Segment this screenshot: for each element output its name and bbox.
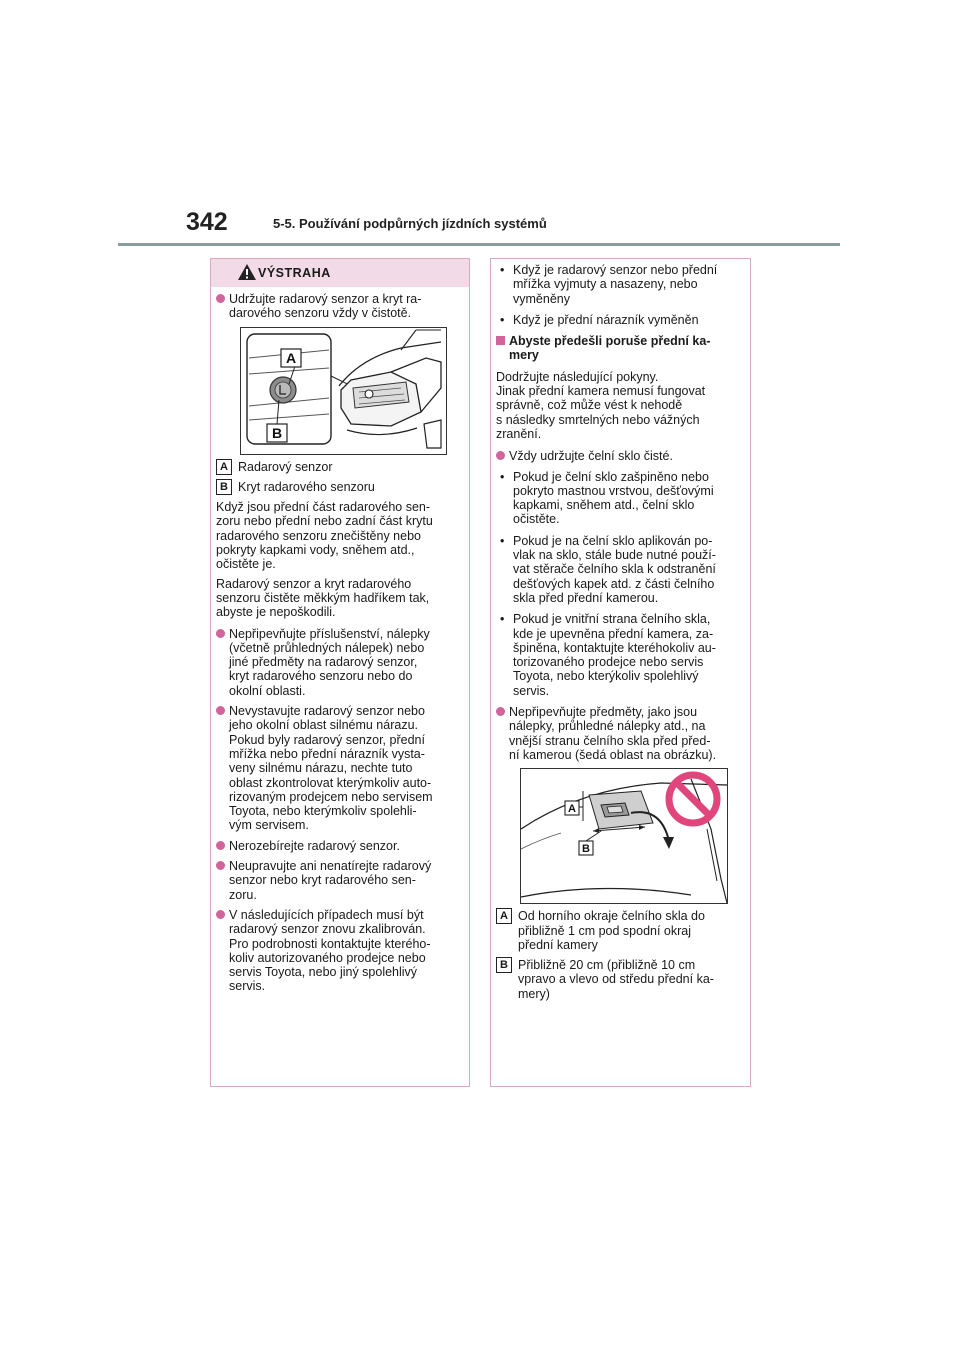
sub-item-marker: • (500, 469, 505, 484)
bullet-no-accessories (216, 627, 463, 698)
bullet-text: Nevystavujte radarový senzor nebo jeho okolní oblast silnému nárazu. Pokud byly radarový senzor, přední mřížka nebo přední nárazník vysta- veny silnému nárazu, nechte tuto oblast zkontrolovat kterýmkoliv auto- rizovaným prodejcem nebo servisem Toyota, nebo kterýmkoliv spolehli- vým servisem. (229, 704, 433, 833)
paragraph-instructions: Dodržujte následující pokyny. Jinak přední kamera nemusí fungovat správně, což může vést k nehodě s následky smrtelných nebo vážných zranění. (496, 369, 706, 441)
header-divider (118, 243, 840, 246)
label-b-text: Přibližně 20 cm (přibližně 10 cm vpravo a vlevo od středu přední ka- mery) (518, 958, 714, 1001)
bullet-dot-icon (216, 629, 225, 638)
bullet-text: Nepřipevňujte předměty, jako jsou nálepky, průhledné nálepky atd., na vnější stranu čelního skla před před- ní kamerou (šedá oblast na obrázku). (509, 705, 717, 762)
warning-box-left (210, 258, 470, 1087)
paragraph-soft-cloth: Radarový senzor a kryt radarového senzoru čistěte měkkým hadříkem tak, abyste je nepoškodili. (216, 576, 430, 620)
label-b (496, 958, 744, 1001)
sub-item (496, 263, 744, 306)
bullet-text: Vždy udržujte čelní sklo čisté. (509, 449, 673, 464)
warning-box-right (490, 258, 751, 1087)
section-heading-text: Abyste předešli poruše přední ka- mery (509, 334, 711, 363)
label-a-text: Od horního okraje čelního skla do přibližně 1 cm pod spodní okraj přední kamery (518, 909, 705, 952)
bullet-recalibrate (216, 908, 463, 994)
bullet-dot-icon (216, 861, 225, 870)
windshield-camera-figure (520, 768, 728, 904)
label-a-text: Radarový senzor (238, 459, 333, 474)
heading-square-icon (496, 336, 505, 345)
bullet-dot-icon (216, 841, 225, 850)
bullet-dot-icon (496, 707, 505, 716)
bullet-text: Nerozebírejte radarový senzor. (229, 838, 400, 853)
bullet-keep-windshield-clean (496, 449, 744, 463)
paragraph-clean-sensor: Když jsou přední část radarového sen- zoru nebo přední nebo zadní část krytu radarového senzoru znečištěny nebo pokryty kapkami vody, sněhem atd., očistěte je. (216, 500, 433, 572)
bullet-text: Nepřipevňujte příslušenství, nálepky (včetně průhledných nálepek) nebo jiné předměty na radarový senzor, kryt radarového senzoru nebo do okolní oblasti. (229, 626, 430, 698)
label-a-badge: A (496, 908, 512, 924)
sub-item-marker: • (500, 612, 505, 627)
bullet-text: V následujících případech musí být radarový senzor znovu zkalibrován. Pro podrobnosti kontaktujte kteréhо- koliv autorizovaného prodejce nebo servis Toyota, nebo jiný spolehlivý servis. (229, 907, 431, 994)
label-b (216, 480, 463, 494)
sub-item-text: Pokud je čelní sklo zašpiněno nebo pokryto mastnou vrstvou, dešťovými kapkami, sněhem atd., čelní sklo očistěte. (513, 469, 714, 527)
bullet-dot-icon (216, 294, 225, 303)
label-b-badge: B (216, 479, 232, 495)
bullet-keep-clean (216, 292, 463, 321)
callout-a-label: A (568, 803, 576, 816)
radar-sensor-illustration (241, 328, 446, 454)
sub-item-text: Když je radarový senzor nebo přední mřížka vyjmuty a nasazeny, nebo vyměněny (513, 263, 718, 306)
bullet-no-disassemble (216, 839, 463, 853)
bullet-text: Neupravujte ani nenatírejte radarový senzor nebo kryt radarového sen- zoru. (229, 859, 432, 902)
callout-b-label: B (271, 424, 283, 441)
radar-sensor-figure (240, 327, 447, 455)
sub-item-marker: • (500, 263, 505, 277)
warning-title: VÝSTRAHA (258, 266, 331, 280)
sub-item-text: Když je přední nárazník vyměněn (513, 312, 699, 327)
warning-triangle-icon (237, 263, 257, 281)
sub-item (496, 313, 744, 327)
sub-item-marker: • (500, 312, 505, 327)
bullet-dot-icon (496, 451, 505, 460)
label-a (496, 909, 744, 952)
label-b-badge: B (496, 957, 512, 973)
bullet-no-stickers (496, 705, 744, 762)
label-a (216, 460, 463, 474)
sub-item (496, 470, 744, 527)
bullet-dot-icon (216, 706, 225, 715)
label-a-badge: A (216, 459, 232, 475)
windshield-camera-illustration (521, 769, 727, 903)
sub-item-text: Pokud je na čelní sklo aplikován po- vlak na sklo, stále bude nutné použí- vat stěrače čelního skla k odstranění dešťových kapek atd. z části čelního skla před přední kamerou. (513, 533, 716, 605)
bullet-dot-icon (216, 910, 225, 919)
bullet-no-impact (216, 704, 463, 833)
sub-item-text: Pokud je vnitřní strana čelního skla, kde je upevněna přední kamera, za- špiněna, kontaktujte kteréhokoliv au- torizovaného prodejce nebo servis Toyota, nebo kterýkoliv spolehlivý servis. (513, 612, 716, 698)
sub-item-marker: • (500, 533, 505, 548)
callout-a-label: A (285, 349, 297, 366)
sub-item (496, 534, 744, 605)
callout-b-label: B (582, 843, 590, 856)
label-b-text: Kryt radarového senzoru (238, 479, 375, 494)
section-heading (496, 334, 744, 363)
bullet-no-modify (216, 859, 463, 902)
sub-item (496, 612, 744, 698)
page-number: 342 (186, 208, 228, 236)
warning-header (211, 259, 469, 287)
bullet-text: Udržujte radarový senzor a kryt ra- darového senzoru vždy v čistotě. (229, 292, 422, 321)
section-title: 5-5. Používání podpůrných jízdních systémů (273, 216, 547, 231)
